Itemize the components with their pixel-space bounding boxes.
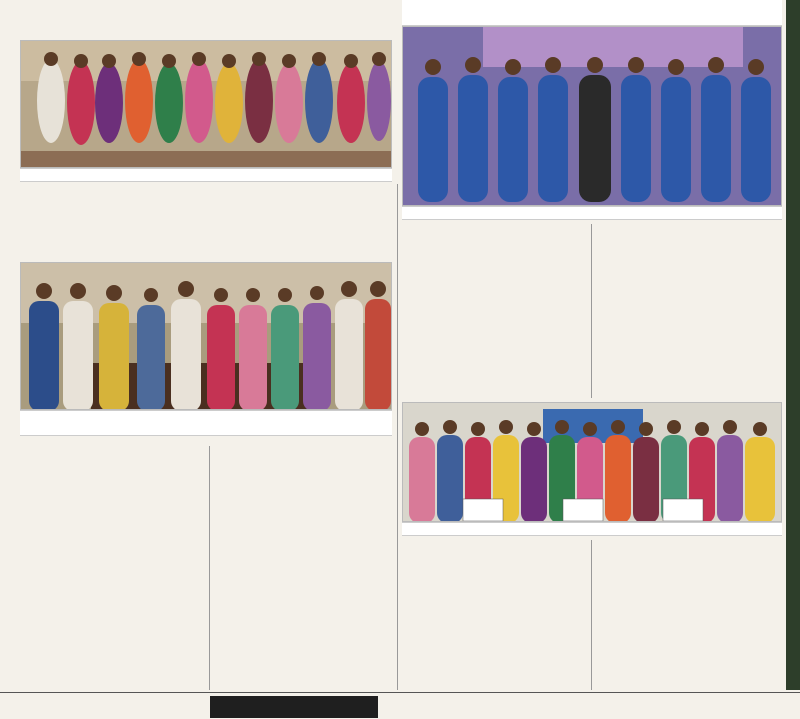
mid-headline-1 (212, 184, 392, 198)
right-bottom-col2 (596, 540, 782, 690)
photo-women-blue-sarees (402, 26, 782, 206)
photo2-caption (402, 206, 782, 220)
left-col-text (20, 184, 206, 258)
photo2-top-caption (402, 0, 782, 26)
photo-library-officials (20, 262, 392, 410)
footer-left-headline (0, 696, 190, 718)
headline-left-bottom (20, 446, 206, 482)
photo4-caption (402, 522, 782, 536)
photo4-image (403, 403, 782, 522)
column-divider-1 (209, 446, 210, 690)
right-col-b (596, 224, 782, 248)
column-divider-main (397, 184, 398, 690)
mid-text-1 (212, 200, 392, 260)
top-left-text (20, 0, 198, 40)
left-bottom-col1 (20, 484, 206, 690)
photo-women-group-winners (20, 40, 392, 168)
footer-rule (0, 692, 800, 693)
right-col-a (402, 224, 588, 260)
left-bottom-col2 (212, 446, 392, 690)
photo2-image (403, 27, 782, 206)
adjacent-page-strip (786, 0, 800, 690)
footer-mid-headline (210, 696, 378, 718)
right-col-b2 (596, 288, 782, 398)
right-bottom-col1 (402, 540, 588, 690)
photo1-caption (20, 168, 392, 182)
right-headline-a (402, 262, 588, 298)
column-divider-3 (591, 540, 592, 690)
right-headline-b (596, 250, 782, 286)
photo-women-certificates (402, 402, 782, 522)
photo3-caption (20, 410, 392, 436)
photo3-image (21, 263, 392, 410)
top-mid-text (210, 0, 390, 40)
right-col-a2 (402, 300, 588, 398)
photo1-image (21, 41, 392, 168)
column-divider-2 (591, 224, 592, 398)
footer-right-headline (418, 694, 798, 719)
